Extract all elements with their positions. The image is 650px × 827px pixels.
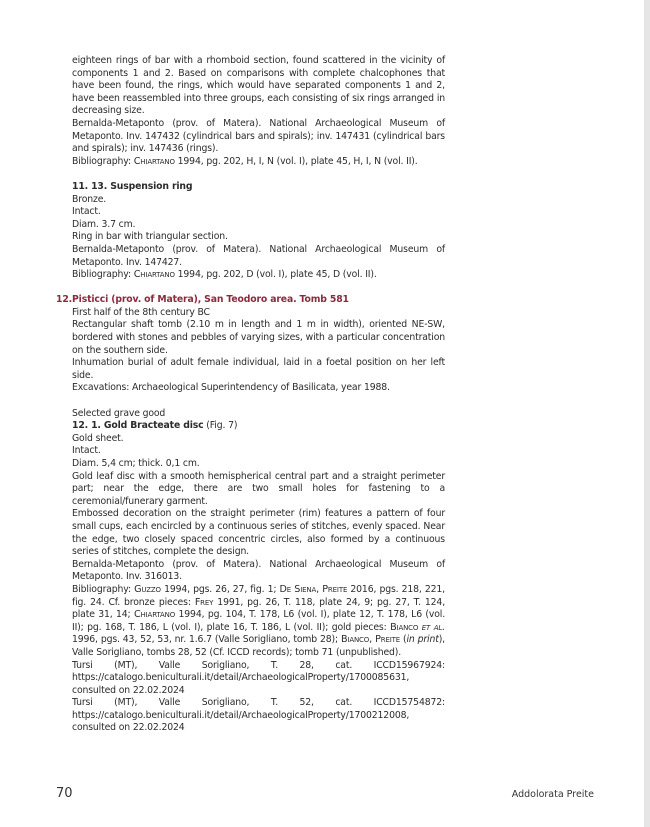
item-11-13-state: Intact.	[72, 206, 101, 218]
item-12-1-title: 12. 1. Gold Bracteate disc	[72, 420, 204, 432]
item-12-1-description: Gold leaf disc with a smooth hemispherical central part and a straight perimeter part; near the edge, there are two small holes for fastening to a ceremonial/funerary garment.	[72, 470, 445, 507]
item-12-1-figure-ref: (Fig. 7)	[203, 420, 238, 432]
bib-reference: 1994, pg. 202, H, I, N (vol. I), plate 45, H, I, N (vol. II).	[174, 155, 418, 167]
bib-prefix: Bibliography:	[72, 269, 134, 281]
page-number: 70	[56, 786, 73, 801]
item-12-1-dimensions: Diam. 5,4 cm; thick. 0,1 cm.	[72, 458, 200, 469]
item-11-13-description: Ring in bar with triangular section.	[72, 231, 228, 243]
grave-goods-label: Selected grave good	[72, 407, 166, 419]
section-12-title: Pisticci (prov. of Matera), San Teodoro area. Tomb 581	[72, 294, 349, 306]
bib-prefix: Bibliography:	[72, 155, 134, 167]
item-12-1-bibliography: Bibliography: Guzzo 1994, pgs. 26, 27, fig. 1; De Siena, Preite 2016, pgs. 218, 221, fig. 24. Cf. bronze pieces: Frey 1991, pg. 26, T. 118, plate 24, 9; pg. 27, T. 124, plate 31, 14; Chiartano 1994, pg. 104, T. 178, L6 (vol. I), plate 12, T. 178, L6 (vol. II); pg. 168, T. 186, L (vol. I), plate 16, T. 186, L (vol. II); gold pieces: Bianco et al. 1996, pgs. 43, 52, 53, nr. 1.6.7 (Valle Sorigliano, tomb 28); Bianco, Preite (in print), Valle Sorigliano, tombs 28, 52 (Cf. ICCD records); tomb 71 (unpublished).	[72, 583, 446, 658]
item-11-12-location: Bernalda-Metaponto (prov. of Matera). National Archaeological Museum of Metaponto. Inv. 147432 (cylindrical bars and spirals); inv. 147431 (cylindrical bars and spirals); inv. 147436 (rings).	[72, 117, 445, 155]
page-edge	[644, 0, 650, 827]
item-11-13-bibliography	[72, 269, 445, 282]
item-11-13-location: Bernalda-Metaponto (prov. of Matera). National Archaeological Museum of Metaponto. Inv. 147427.	[72, 243, 445, 268]
running-footer-author: Addolorata Preite	[511, 789, 594, 800]
item-11-12-description: eighteen rings of bar with a rhomboid section, found scattered in the vicinity of components 1 and 2. Based on comparisons with complete chalcophones that have been found, the rings, which would have separated components 1 and 2, have been reassembled into three groups, each consisting of six rings arranged in decreasing size.	[72, 55, 445, 117]
item-11-13-material: Bronze.	[72, 193, 107, 205]
item-12-1-decoration: Embossed decoration on the straight perimeter (rim) features a pattern of four small cups, each encircled by a continuous series of stitches, evenly spaced. Near the edge, two closely spaced concentric circles, also formed by a continuous series of stitches, complete the design.	[72, 508, 445, 558]
section-12-burial: Inhumation burial of adult female individual, laid in a foetal position on her left side.	[72, 357, 445, 381]
page-body	[56, 55, 446, 735]
item-11-13-title: 11. 13. Suspension ring	[72, 180, 193, 192]
item-11-12-bibliography	[72, 156, 445, 169]
section-12-tomb-description: Rectangular shaft tomb (2.10 m in length and 1 m in width), oriented NE-SW, bordered with stones and pebbles of varying sizes, with a particular concentration on the southern side.	[72, 319, 445, 356]
section-12-heading	[56, 294, 445, 307]
item-12-1-material: Gold sheet.	[72, 432, 124, 444]
section-12-date: First half of the 8th century BC	[72, 306, 210, 318]
item-12-1-location: Bernalda-Metaponto (prov. of Matera). National Archaeological Museum of Metaponto. Inv. 316013.	[72, 558, 445, 583]
catalogue-reference-2: Tursi (MT), Valle Sorigliano, T. 52, cat. ICCD15754872: https://catalogo.beniculturali.it/detail/ArchaeologicalProperty/1700212008, consulted on 22.02.2024	[72, 697, 445, 734]
bib-reference: 1994, pg. 202, D (vol. I), plate 45, D (vol. II).	[174, 269, 377, 281]
section-12-number: 12.	[56, 294, 73, 306]
section-12-excavations: Excavations: Archaeological Superintendency of Basilicata, year 1988.	[72, 382, 390, 394]
catalogue-reference-1: Tursi (MT), Valle Sorigliano, T. 28, cat. ICCD15967924: https://catalogo.beniculturali.it/detail/ArchaeologicalProperty/1700085631, consulted on 22.02.2024	[72, 659, 445, 696]
item-12-1-heading	[72, 420, 445, 433]
bib-author: Chiartano	[133, 155, 175, 167]
bib-author: Chiartano	[133, 269, 175, 281]
item-12-1-state: Intact.	[72, 445, 101, 457]
item-11-13-dimensions: Diam. 3.7 cm.	[72, 218, 136, 230]
